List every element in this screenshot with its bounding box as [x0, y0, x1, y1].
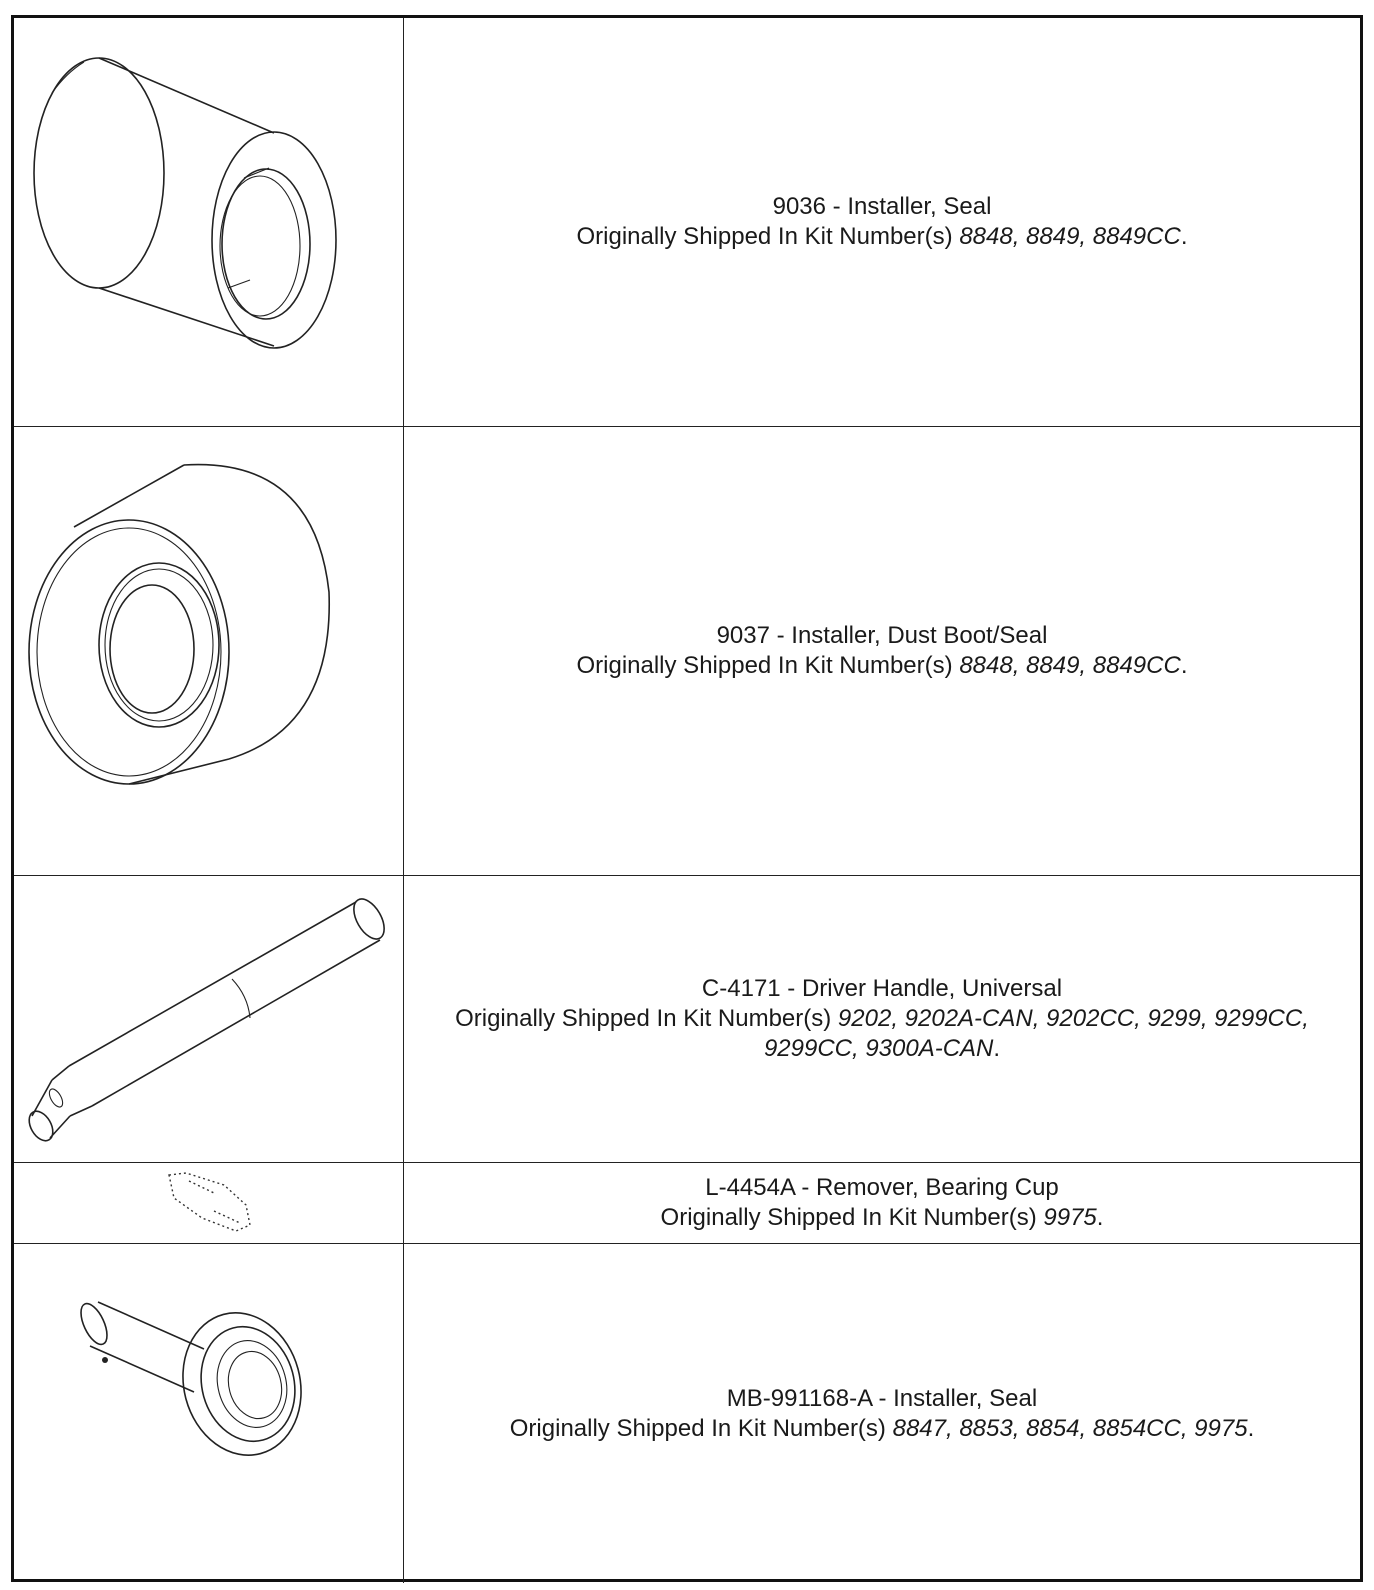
kit-line — [404, 1203, 1360, 1233]
bearing-cup-remover-icon — [14, 1163, 403, 1243]
kit-prefix: Originally Shipped In Kit Number(s) — [576, 652, 960, 679]
tool-image-cell — [14, 876, 404, 1163]
kit-prefix: Originally Shipped In Kit Number(s) — [509, 1414, 893, 1442]
kit-numbers: 8848, 8849, 8849CC — [959, 652, 1181, 679]
special-tools-table — [11, 15, 1363, 1582]
tool-description-cell — [404, 876, 1361, 1163]
kit-numbers: 8848, 8849, 8849CC — [959, 223, 1181, 250]
kit-numbers: 8847, 8853, 8854, 8854CC, 9975 — [892, 1414, 1248, 1442]
tool-title: 9037 - Installer, Dust Boot/Seal — [716, 622, 1048, 649]
tool-row — [14, 427, 1360, 876]
tool-description-cell — [404, 427, 1361, 876]
seal-installer-cylinder-icon — [14, 18, 403, 426]
tool-title: C-4171 - Driver Handle, Universal — [701, 975, 1063, 1002]
kit-suffix: . — [993, 1035, 1001, 1062]
tool-row — [14, 18, 1360, 427]
dust-boot-installer-icon — [14, 427, 403, 875]
kit-prefix: Originally Shipped In Kit Number(s) — [576, 223, 960, 250]
tool-description-cell — [404, 18, 1361, 427]
kit-line — [404, 1004, 1360, 1064]
driver-handle-icon — [14, 876, 403, 1162]
tool-image-cell — [14, 18, 404, 427]
tool-description-cell — [404, 1163, 1361, 1244]
kit-suffix: . — [1180, 223, 1188, 250]
tools-grid — [14, 18, 1360, 1583]
tool-image-cell — [14, 1244, 404, 1584]
kit-prefix: Originally Shipped In Kit Number(s) — [455, 1005, 838, 1032]
kit-suffix: . — [1247, 1414, 1255, 1442]
kit-line — [404, 651, 1360, 681]
kit-numbers: 9975 — [1043, 1204, 1097, 1231]
tool-row — [14, 1163, 1360, 1244]
tool-title: MB-991168-A - Installer, Seal — [726, 1384, 1038, 1412]
kit-line — [404, 222, 1360, 252]
flanged-seal-installer-icon — [14, 1244, 403, 1583]
kit-prefix: Originally Shipped In Kit Number(s) — [660, 1204, 1044, 1231]
tool-description-cell — [404, 1244, 1361, 1584]
tool-image-cell — [14, 1163, 404, 1244]
tool-image-cell — [14, 427, 404, 876]
kit-numbers: 9202, 9202A-CAN, 9202CC, 9299, 9299CC, 9299CC, 9300A-CAN — [763, 1005, 1309, 1062]
tool-title: 9036 - Installer, Seal — [772, 193, 992, 220]
kit-suffix: . — [1180, 652, 1188, 679]
kit-suffix: . — [1096, 1204, 1104, 1231]
kit-line — [404, 1414, 1360, 1444]
tool-row — [14, 876, 1360, 1163]
tool-title: L-4454A - Remover, Bearing Cup — [705, 1174, 1059, 1201]
tool-row — [14, 1244, 1360, 1584]
